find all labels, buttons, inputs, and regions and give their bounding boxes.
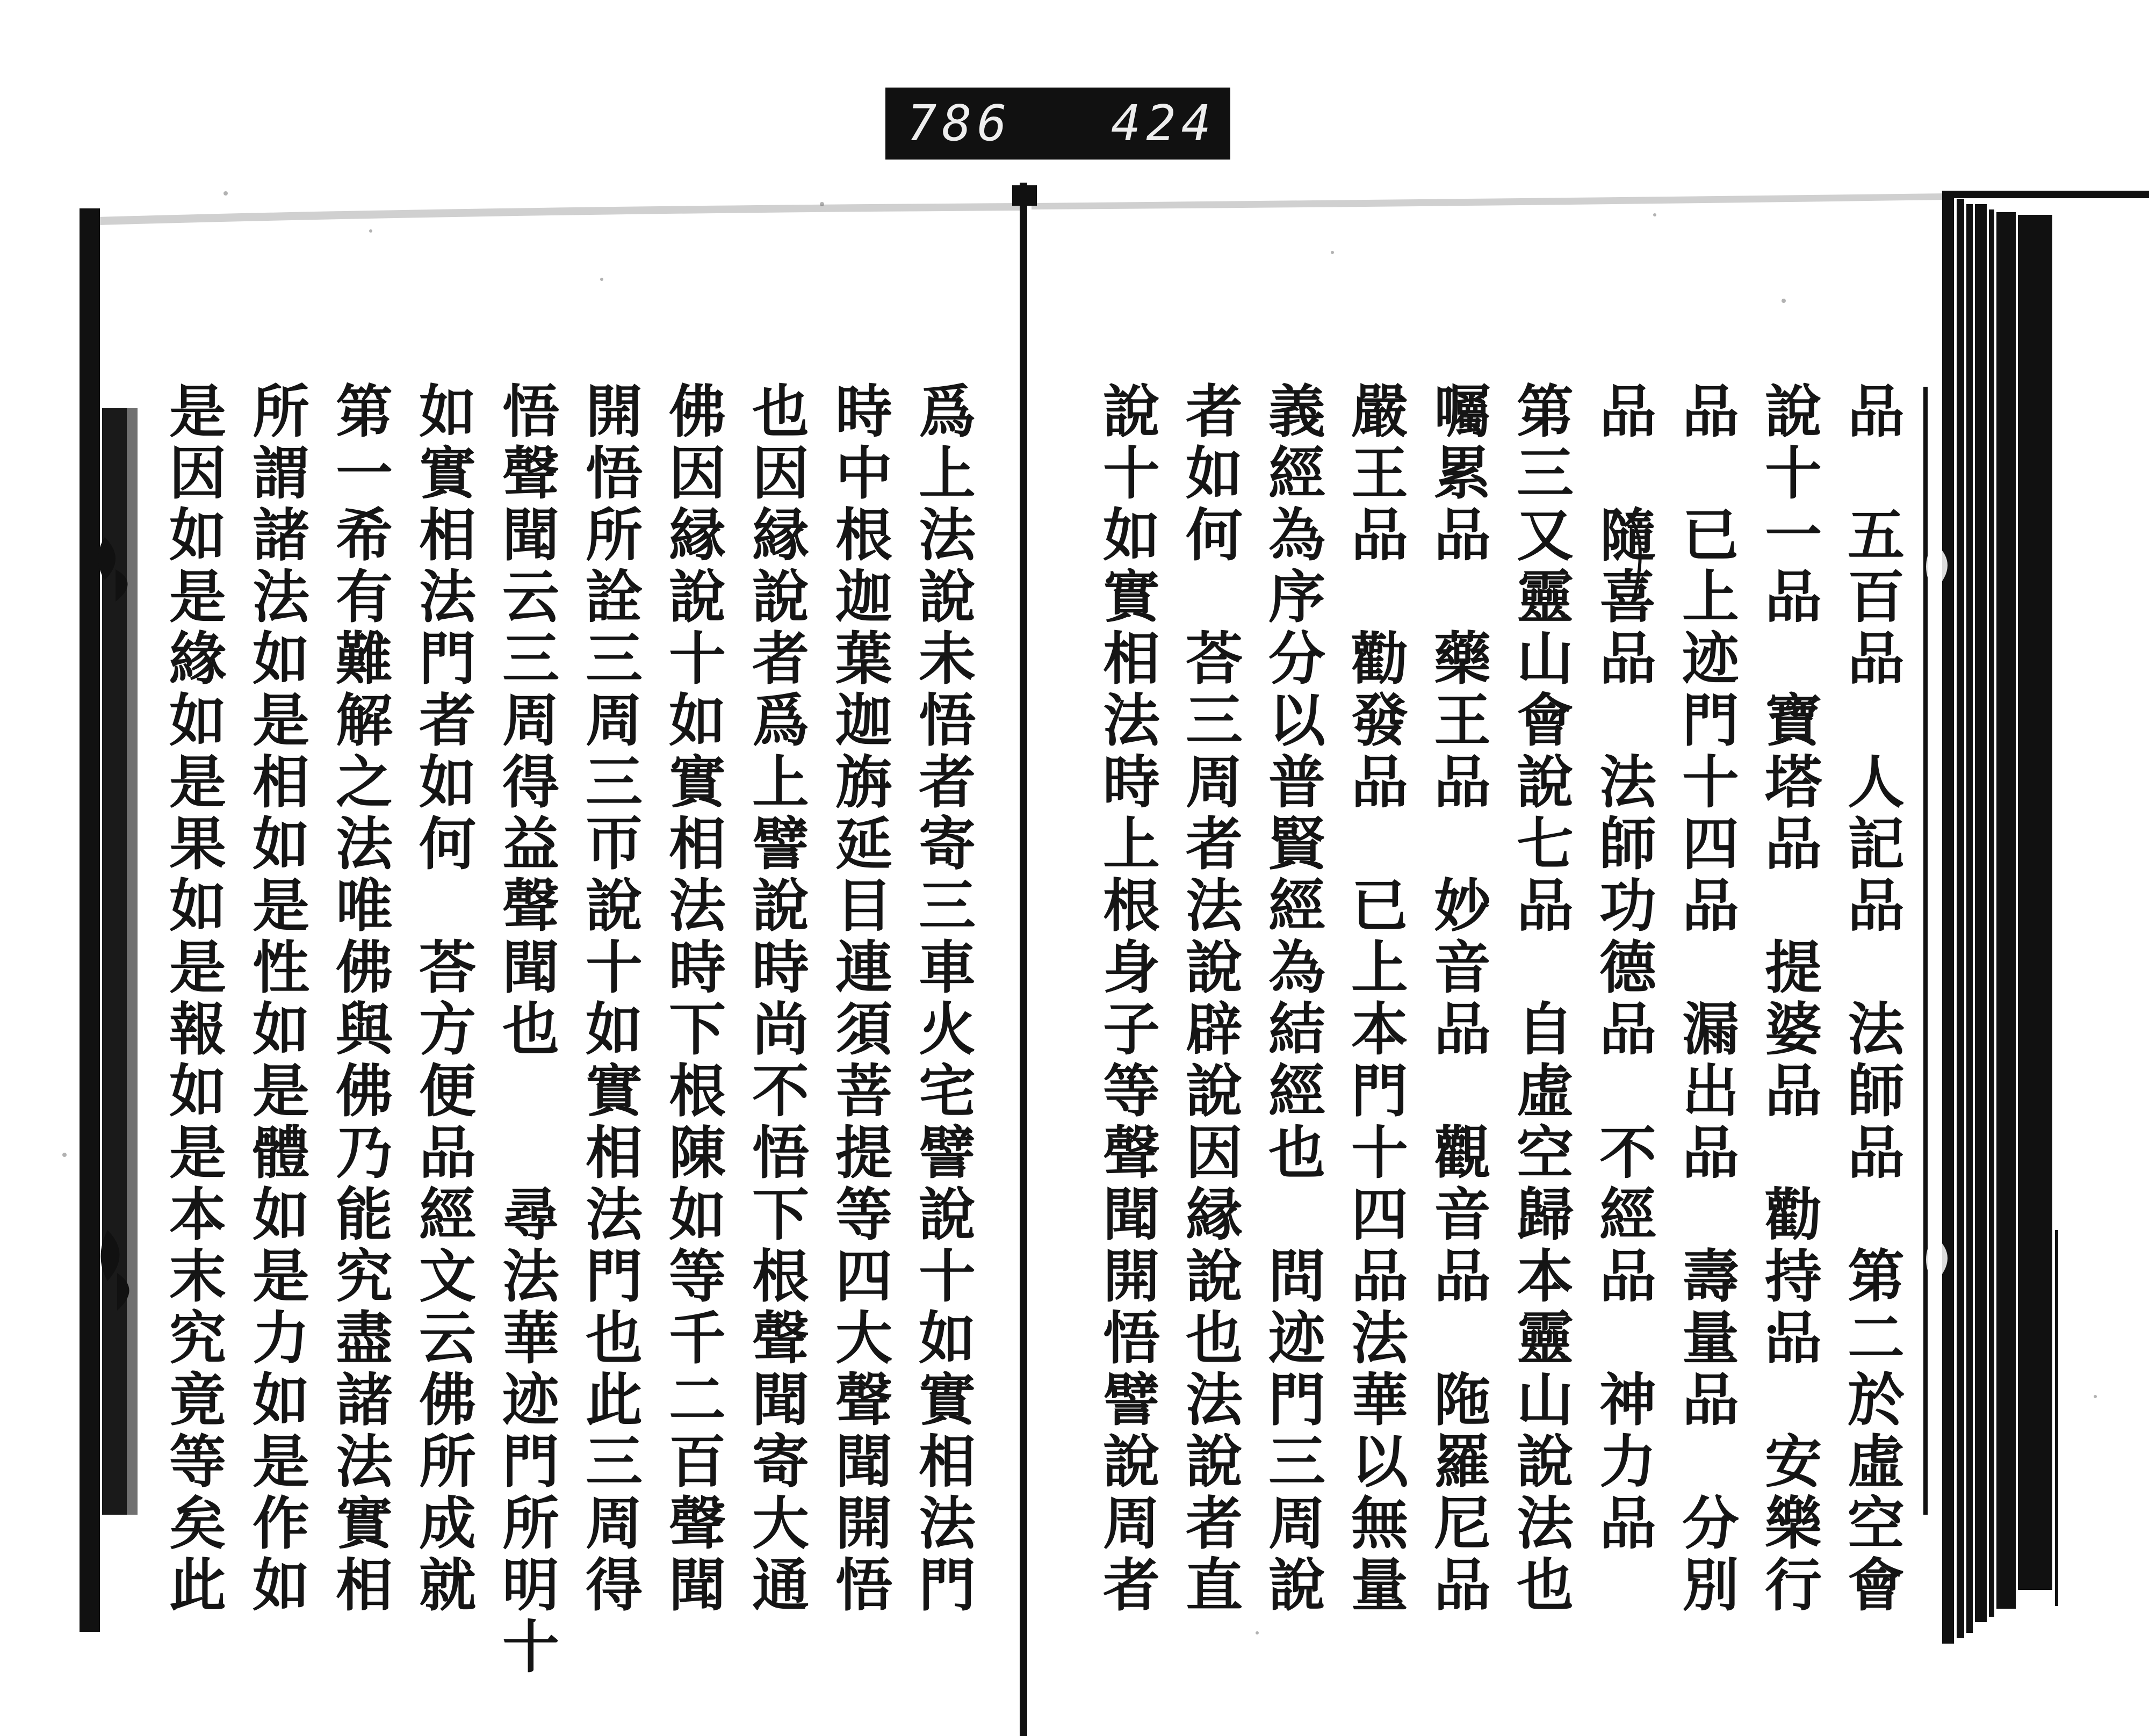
text-column: 說十如實相法時上根身子等聲聞開悟譬說周者 [1094,381,1161,1617]
text-column: 義經為序分以普賢經為結經也 問迹門三周說 [1259,381,1326,1617]
text-column: 爲上法說未悟者寄三車火宅譬說十如實相法門 [910,381,977,1617]
text-column: 第三又靈山會說七品 自虛空歸本靈山說法也 [1508,381,1575,1617]
page-number: 424 [1111,95,1217,152]
text-column: 囑累品 藥王品 妙音品 觀音品 陁羅尼品 [1425,381,1492,1617]
text-column: 第一希有難解之法唯佛與佛乃能究盡諸法實相 [327,381,394,1617]
text-column: 所謂諸法如是相如是性如是體如是力如是作如 [243,381,311,1617]
text-column: 開悟所詮三周三帀說十如實相法門也此三周得 [576,381,644,1617]
text-column: 佛因縁說十如實相法時下根陳如等千二百聲聞 [660,381,727,1617]
text-column: 是因如是緣如是果如是報如是本末究竟等矣此 [160,381,227,1617]
frame-number: 786 [907,95,1013,152]
text-column: 品 五百品 人記品 法師品 第二於虛空會 [1838,381,1906,1617]
text-column: 也因縁說者爲上譬說時尚不悟下根聲聞寄大通 [743,381,810,1617]
text-column: 品 已上迹門十四品 漏出品 壽量品 分別 [1673,381,1740,1617]
text-column: 嚴王品 勸發品 已上本門十四品法華以無量 [1342,381,1409,1617]
text-column: 悟聲聞云三周得益聲聞也 尋法華迹門所明十 [493,381,560,1679]
microfilm-frame-label [885,88,1230,160]
text-column: 說十一品 寶塔品 提婆品 勸持品 安樂行 [1756,381,1823,1617]
text-column: 品 隨喜品 法師功德品 不經品 神力品 [1590,381,1657,1555]
text-column: 者如何 荅三周者法說辟說因縁說也法說者直 [1177,381,1244,1617]
text-column: 時中根迦葉迦旃延目連須菩提等四大聲聞開悟 [826,381,893,1617]
text-column: 如實相法門者如何 荅方便品經文云佛所成就 [410,381,477,1617]
